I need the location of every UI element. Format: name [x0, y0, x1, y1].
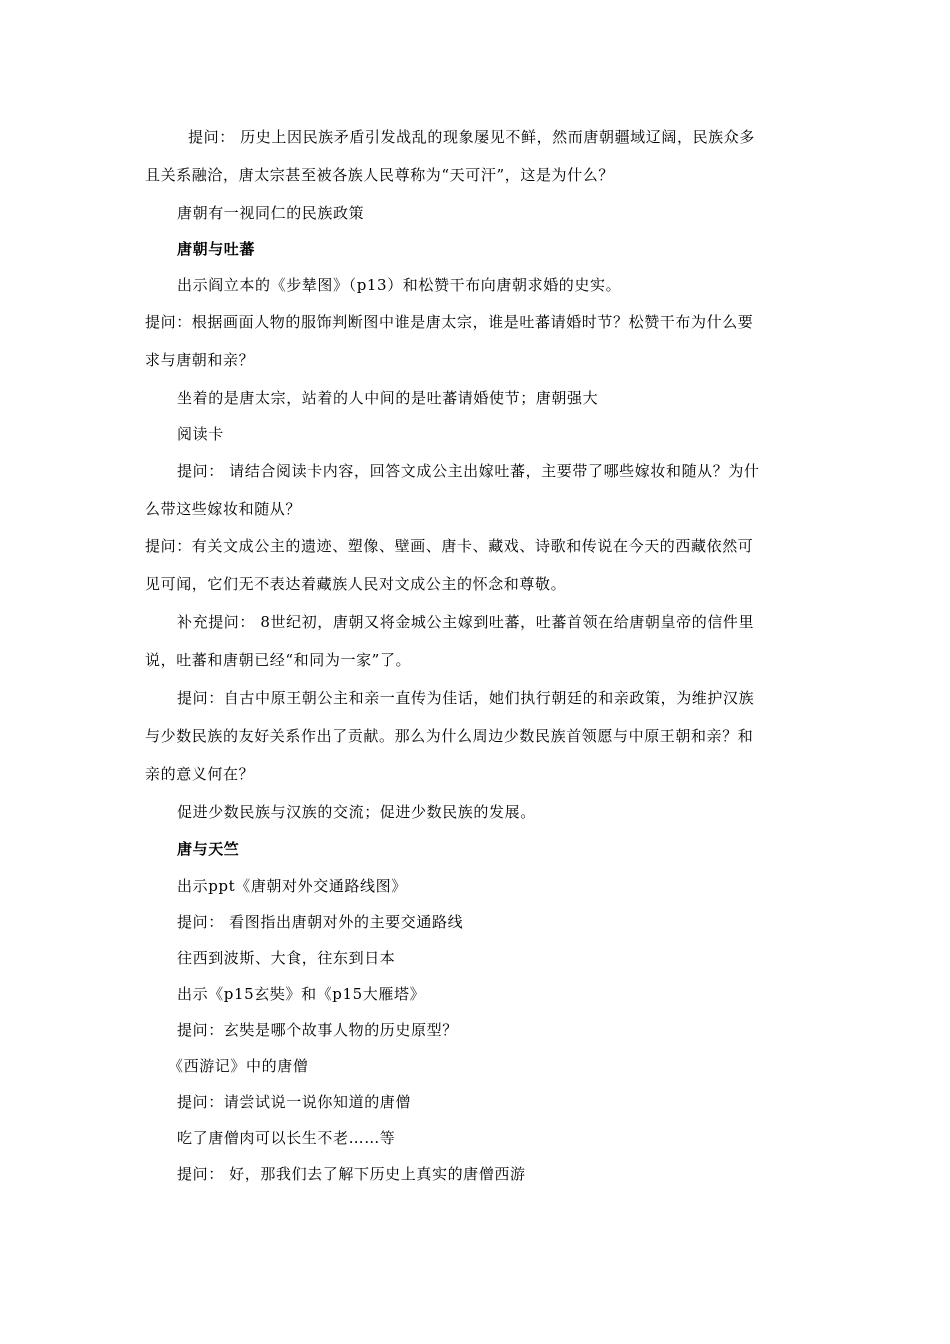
text-line: 提问： 请结合阅读卡内容，回答文成公主出嫁吐蕃，主要带了哪些嫁妆和随从？为什 — [177, 462, 760, 480]
text-line: 求与唐朝和亲？ — [145, 351, 255, 369]
section-heading-tianzhu: 唐与天竺 — [177, 840, 240, 858]
text-line: 促进少数民族与汉族的交流；促进少数民族的发展。 — [177, 803, 536, 821]
text-line: 么带这些嫁妆和随从？ — [145, 500, 302, 518]
text-line: 《西游记》中的唐僧 — [168, 1057, 309, 1075]
text-line: 往西到波斯、大食，往东到日本 — [177, 949, 396, 967]
text-line: 出示ppt《唐朝对外交通路线图》 — [177, 877, 407, 895]
text-line: 说，吐蕃和唐朝已经“和同为一家”了。 — [145, 651, 412, 669]
text-line: 见可闻，它们无不表达着藏族人民对文成公主的怀念和尊敬。 — [145, 575, 567, 593]
text-line: 与少数民族的友好关系作出了贡献。那么为什么周边少数民族首领愿与中原王朝和亲？和 — [145, 727, 754, 745]
text-line: 提问：有关文成公主的遗迹、塑像、壁画、唐卡、藏戏、诗歌和传说在今天的西藏依然可 — [145, 537, 754, 555]
text-line: 提问：玄奘是哪个故事人物的历史原型？ — [177, 1021, 458, 1039]
text-line: 提问： 好，那我们去了解下历史上真实的唐僧西游 — [177, 1165, 526, 1183]
text-line: 提问： 看图指出唐朝对外的主要交通路线 — [177, 913, 464, 931]
text-line: 提问：自古中原王朝公主和亲一直传为佳话，她们执行朝廷的和亲政策，为维护汉族 — [177, 689, 755, 707]
text-line: 出示阎立本的《步辇图》（p13）和松赞干布向唐朝求婚的史实。 — [177, 276, 622, 294]
text-line: 且关系融洽，唐太宗甚至被各族人民尊称为“天可汗”，这是为什么？ — [145, 166, 614, 184]
text-line: 吃了唐僧肉可以长生不老……等 — [177, 1129, 396, 1147]
text-line: 唐朝有一视同仁的民族政策 — [177, 204, 365, 222]
text-line: 亲的意义何在？ — [145, 765, 255, 783]
text-line: 坐着的是唐太宗，站着的人中间的是吐蕃请婚使节；唐朝强大 — [177, 389, 599, 407]
section-heading-tubo: 唐朝与吐蕃 — [177, 240, 256, 258]
text-line: 补充提问： 8世纪初，唐朝又将金城公主嫁到吐蕃，吐蕃首领在给唐朝皇帝的信件里 — [177, 613, 755, 631]
text-line: 提问：根据画面人物的服饰判断图中谁是唐太宗，谁是吐蕃请婚时节？松赞干布为什么要 — [145, 313, 754, 331]
text-line: 提问： 历史上因民族矛盾引发战乱的现象屡见不鲜，然而唐朝疆域辽阔，民族众多 — [188, 128, 755, 146]
text-line: 提问：请尝试说一说你知道的唐僧 — [177, 1093, 412, 1111]
text-line: 阅读卡 — [177, 425, 224, 443]
text-line: 出示《p15玄奘》和《p15大雁塔》 — [177, 985, 426, 1003]
